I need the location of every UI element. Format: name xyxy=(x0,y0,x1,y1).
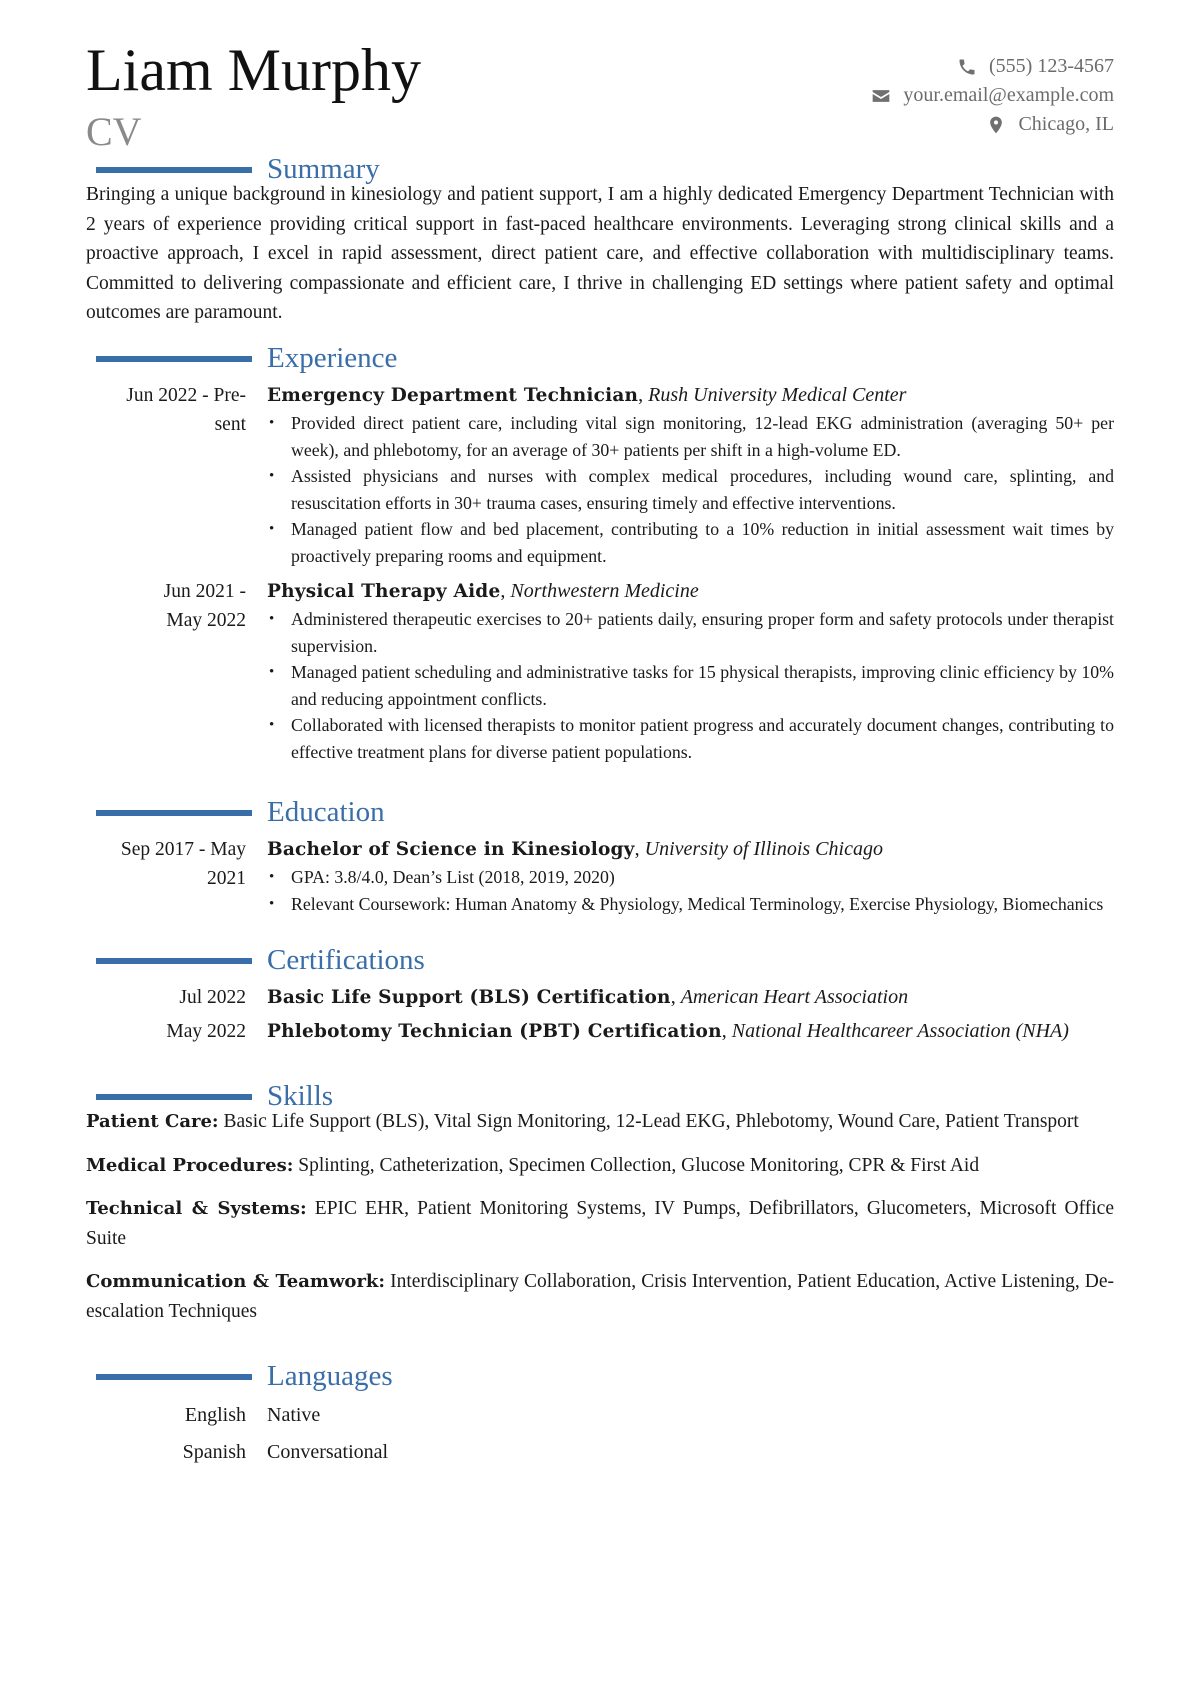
section-title: Experience xyxy=(267,342,398,374)
skills-list xyxy=(86,1107,1114,1326)
skills-section xyxy=(86,1081,1114,1340)
languages-section xyxy=(86,1361,1114,1475)
section-header xyxy=(86,343,1114,377)
map-pin-icon xyxy=(986,115,1006,135)
date-line: sent xyxy=(214,414,246,435)
summary-section xyxy=(86,154,1114,328)
skill-group xyxy=(86,1194,1114,1253)
skill-label: Communication & Teamwork: xyxy=(86,1271,386,1292)
education-section xyxy=(86,797,1114,925)
skill-group xyxy=(86,1151,1114,1181)
certification-title: Basic Life Support (BLS) Certification xyxy=(267,987,671,1008)
entry-date xyxy=(86,835,267,917)
language-name: Spanish xyxy=(182,1441,246,1463)
experience-section xyxy=(86,343,1114,773)
entry-body xyxy=(267,835,1114,917)
job-title: Physical Therapy Aide xyxy=(267,581,501,602)
section-header xyxy=(86,1361,1114,1395)
document-type: CV xyxy=(86,109,142,154)
list-item: • Provided direct patient care, including vital sign monitoring, 12-lead EKG administration (averaging 50+ per week), and phlebotomy, for an average of 30+ patients per shift in a high-volume ED. xyxy=(291,410,1114,463)
employer: Northwestern Medicine xyxy=(510,580,699,602)
language-row xyxy=(86,1401,1114,1438)
entry-title-line: Emergency Department Technician, Rush University Medical Center xyxy=(267,384,907,406)
bullet-list xyxy=(267,864,1114,917)
section-title: Certifications xyxy=(267,944,425,976)
certification-entry xyxy=(86,983,1114,1012)
issuer: American Heart Association xyxy=(680,986,909,1008)
job-title: Emergency Department Technician xyxy=(267,385,639,406)
section-accent-bar xyxy=(96,167,252,173)
list-item: • Managed patient flow and bed placement, contributing to a 10% reduction in initial assessment wait times by proactively preparing rooms and equipment. xyxy=(291,516,1114,569)
phone-number[interactable]: (555) 123-4567 xyxy=(989,55,1114,77)
contact-location xyxy=(871,110,1114,139)
certifications-section xyxy=(86,945,1114,1054)
location-text: Chicago, IL xyxy=(1018,113,1114,135)
institution: University of Illinois Chicago xyxy=(644,838,883,860)
education-entry xyxy=(86,835,1114,917)
entry-body xyxy=(267,381,1114,569)
phone-icon xyxy=(957,57,977,77)
contact-block xyxy=(871,52,1114,139)
section-title: Summary xyxy=(267,153,380,185)
section-header xyxy=(86,945,1114,979)
section-title: Skills xyxy=(267,1080,334,1112)
skill-items: Interdisciplinary Collaboration, Crisis Intervention, Patient Education, Active Listening, De-escalation Techniques xyxy=(86,1271,1114,1322)
section-header xyxy=(86,797,1114,831)
language-name: English xyxy=(184,1404,246,1426)
entry-body xyxy=(267,1017,1114,1046)
section-header xyxy=(86,154,1114,188)
skill-label: Patient Care: xyxy=(86,1111,219,1132)
list-item: • Collaborated with licensed therapists to monitor patient progress and accurately document changes, contributing to effective treatment plans for diverse patient populations. xyxy=(291,712,1114,765)
date-line: Sep 2017 - May xyxy=(120,839,246,860)
section-title: Education xyxy=(267,796,385,828)
entry-date: May 2022 xyxy=(166,1021,246,1042)
certification-entry xyxy=(86,1017,1114,1046)
skill-items: Splinting, Catheterization, Specimen Collection, Glucose Monitoring, CPR & First Aid xyxy=(298,1154,980,1176)
date-line: Jun 2021 - xyxy=(163,581,246,602)
section-accent-bar xyxy=(96,356,252,362)
date-line: 2021 xyxy=(207,868,246,889)
envelope-icon xyxy=(871,86,891,106)
date-line: May 2022 xyxy=(166,610,246,631)
entry-title-line: Physical Therapy Aide, Northwestern Medicine xyxy=(267,580,699,602)
email-address[interactable]: your.email@example.com xyxy=(903,84,1114,106)
skill-items: Basic Life Support (BLS), Vital Sign Monitoring, 12-Lead EKG, Phlebotomy, Wound Care, Patient Transport xyxy=(223,1111,1079,1132)
certification-title: Phlebotomy Technician (PBT) Certification xyxy=(267,1021,722,1042)
section-accent-bar xyxy=(96,810,252,816)
list-item: • Relevant Coursework: Human Anatomy & Physiology, Medical Terminology, Exercise Physiology, Biomechanics xyxy=(291,891,1114,918)
entry-title-line: Bachelor of Science in Kinesiology, University of Illinois Chicago xyxy=(267,838,883,860)
entry-title-line: Basic Life Support (BLS) Certification, American Heart Association xyxy=(267,986,909,1008)
language-level: Native xyxy=(267,1404,321,1426)
skill-group xyxy=(86,1267,1114,1326)
date-line: Jun 2022 - Pre- xyxy=(126,385,246,406)
section-accent-bar xyxy=(96,1094,252,1100)
bullet-list xyxy=(267,606,1114,765)
entry-body xyxy=(267,577,1114,765)
list-item: • GPA: 3.8/4.0, Dean’s List (2018, 2019, 2020) xyxy=(291,864,1114,891)
contact-email xyxy=(871,81,1114,110)
employer: Rush University Medical Center xyxy=(648,384,907,406)
issuer: National Healthcareer Association (NHA) xyxy=(731,1020,1069,1042)
languages-list xyxy=(86,1401,1114,1475)
entry-title-line: Phlebotomy Technician (PBT) Certification, National Healthcareer Association (NHA) xyxy=(267,1020,1069,1042)
section-accent-bar xyxy=(96,1374,252,1380)
skill-items: EPIC EHR, Patient Monitoring Systems, IV Pumps, Defibrillators, Glucometers, Microsoft Office Suite xyxy=(86,1198,1114,1249)
language-row xyxy=(86,1438,1114,1475)
entry-date xyxy=(86,577,267,765)
entry-date: Jul 2022 xyxy=(179,987,246,1008)
entry-body xyxy=(267,983,1114,1012)
skill-label: Medical Procedures: xyxy=(86,1154,294,1176)
section-title: Languages xyxy=(267,1360,393,1392)
experience-entry xyxy=(86,381,1114,569)
contact-phone xyxy=(871,52,1114,81)
list-item: • Administered therapeutic exercises to 20+ patients daily, ensuring proper form and safety protocols under therapist supervision. xyxy=(291,606,1114,659)
list-item: • Assisted physicians and nurses with complex medical procedures, including wound care, splinting, and resuscitation efforts in 30+ trauma cases, ensuring timely and effective interventions. xyxy=(291,463,1114,516)
summary-paragraph: Bringing a unique background in kinesiology and patient support, I am a highly dedicated Emergency Department Technician with 2 years of experience providing critical support in fast-paced healthcare environments. Leveraging strong clinical skills and a proactive approach, I excel in rapid assessment, direct patient care, and effective collaboration with multidisciplinary teams. Committed to delivering compassionate and efficient care, I thrive in challenging ED settings where patient safety and optimal outcomes are paramount. xyxy=(86,184,1114,323)
entry-date xyxy=(86,381,267,569)
experience-entry xyxy=(86,577,1114,765)
list-item: • Managed patient scheduling and administrative tasks for 15 physical therapists, improving clinic efficiency by 10% and reducing appointment conflicts. xyxy=(291,659,1114,712)
section-header xyxy=(86,1081,1114,1115)
language-level: Conversational xyxy=(267,1441,389,1463)
degree-title: Bachelor of Science in Kinesiology xyxy=(267,839,635,860)
section-accent-bar xyxy=(96,958,252,964)
skill-label: Technical & Systems: xyxy=(86,1198,307,1219)
bullet-list xyxy=(267,410,1114,569)
person-name: Liam Murphy xyxy=(86,37,421,103)
